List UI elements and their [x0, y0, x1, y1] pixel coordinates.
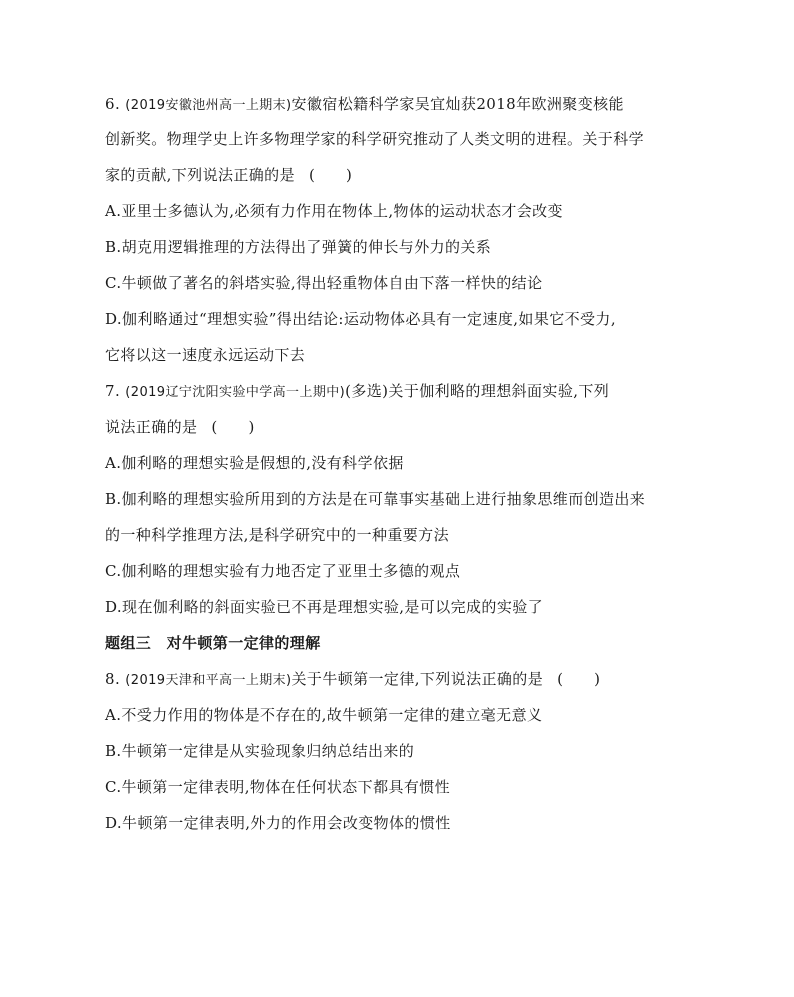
q6-line-1 — [105, 94, 624, 116]
q6-line-3 — [105, 165, 352, 185]
q7-stem-line-2: 说法正确的是 — [105, 418, 198, 436]
q6-option-d-line-1: D.伽利略通过“理想实验”得出结论:运动物体必具有一定速度,如果它不受力, — [105, 310, 616, 328]
q7-source: (2019辽宁沈阳实验中学高一上期中) — [125, 385, 346, 400]
q7-option-b-line-1: B.伽利略的理想实验所用到的方法是在可靠事实基础上进行抽象思维而创造出来 — [105, 490, 646, 508]
q6-stem-line-2: 创新奖。物理学史上许多物理学家的科学研究推动了人类文明的进程。关于科学 — [105, 130, 645, 148]
q6-option-a: A.亚里士多德认为,必须有力作用在物体上,物体的运动状态才会改变 — [105, 202, 563, 220]
q8-option-a: A.不受力作用的物体是不存在的,故牛顿第一定律的建立毫无意义 — [105, 706, 543, 724]
q6-option-d-line-2: 它将以这一速度永远运动下去 — [105, 346, 306, 364]
q7-answer-blank: ( ) — [211, 418, 255, 436]
q7-line-2 — [105, 417, 255, 437]
q6-option-b: B.胡克用逻辑推理的方法得出了弹簧的伸长与外力的关系 — [105, 238, 492, 256]
q8-answer-blank: ( ) — [557, 670, 601, 688]
q7-option-c: C.伽利略的理想实验有力地否定了亚里士多德的观点 — [105, 562, 461, 580]
q7-option-d: D.现在伽利略的斜面实验已不再是理想实验,是可以完成的实验了 — [105, 598, 544, 616]
q8-option-b: B.牛顿第一定律是从实验现象归纳总结出来的 — [105, 742, 415, 760]
q6-answer-blank: ( ) — [308, 166, 353, 184]
q8-number: 8. — [105, 670, 121, 688]
section-heading: 题组三 对牛顿第一定律的理解 — [105, 634, 321, 652]
q6-source: (2019安徽池州高一上期末) — [125, 98, 292, 113]
q8-option-c: C.牛顿第一定律表明,物体在任何状态下都具有惯性 — [105, 778, 451, 796]
q7-number: 7. — [105, 382, 121, 400]
q7-line-1 — [105, 381, 609, 403]
q8-line-1 — [105, 669, 600, 691]
q6-stem-line-3: 家的贡献,下列说法正确的是 — [105, 166, 295, 184]
q8-stem: 关于牛顿第一定律,下列说法正确的是 — [291, 670, 544, 688]
q8-source: (2019天津和平高一上期末) — [125, 673, 292, 688]
q6-option-c: C.牛顿做了著名的斜塔实验,得出轻重物体自由下落一样快的结论 — [105, 274, 543, 292]
q6-number: 6. — [105, 95, 121, 113]
q7-option-a: A.伽利略的理想实验是假想的,没有科学依据 — [105, 454, 404, 472]
q6-stem-line-1: 安徽宿松籍科学家吴宜灿获2018年欧洲聚变核能 — [291, 95, 624, 113]
q8-option-d: D.牛顿第一定律表明,外力的作用会改变物体的惯性 — [105, 814, 451, 832]
q7-option-b-line-2: 的一种科学推理方法,是科学研究中的一种重要方法 — [105, 526, 449, 544]
q7-stem-line-1: (多选)关于伽利略的理想斜面实验,下列 — [345, 382, 610, 400]
